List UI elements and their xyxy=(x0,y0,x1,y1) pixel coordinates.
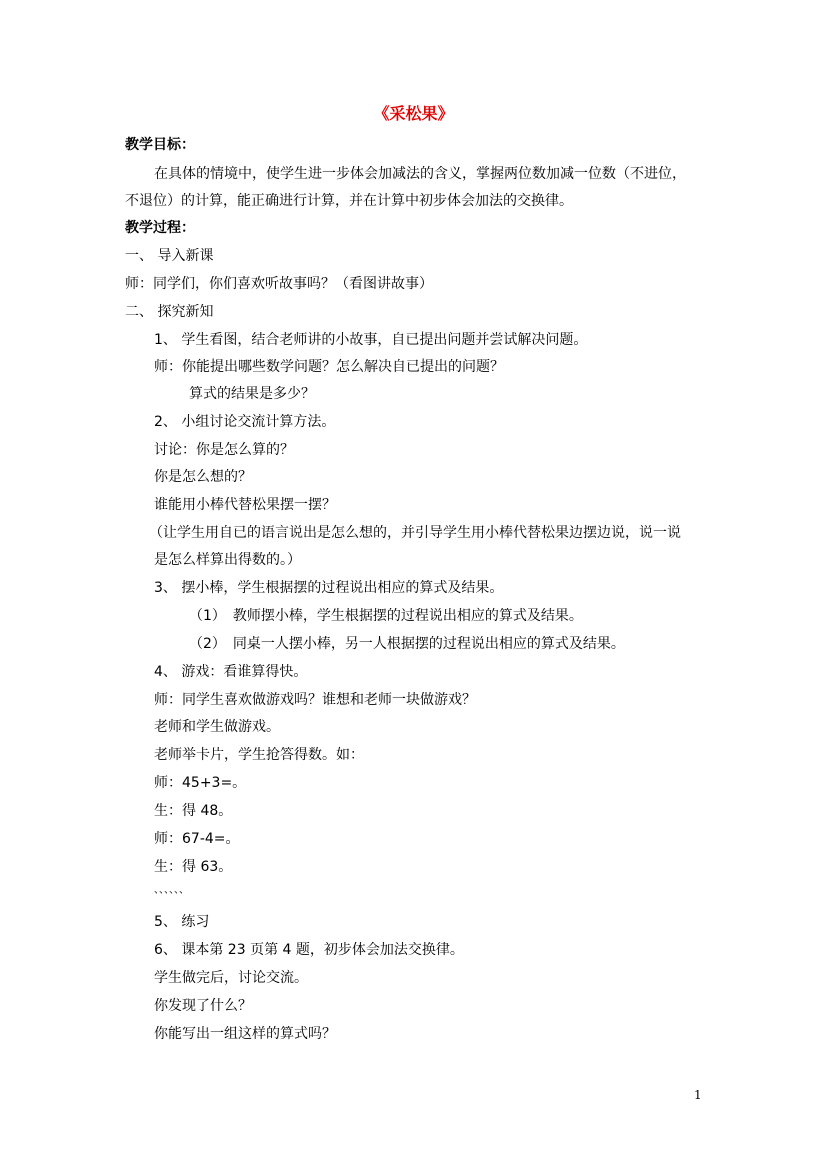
text-line: 1、 学生看图，结合老师讲的小故事，自已提出问题并尝试解决问题。 xyxy=(154,332,588,348)
text-line: 5、 练习 xyxy=(154,914,210,930)
text-line: 2、 小组讨论交流计算方法。 xyxy=(154,414,336,430)
goal-text-line-1: 在具体的情境中，使学生进一步体会加减法的含义，掌握两位数加减一位数（不进位， xyxy=(154,166,686,182)
goal-heading: 教学目标： xyxy=(125,137,195,153)
text-line: 师：同学们，你们喜欢听故事吗？（看图讲故事） xyxy=(125,276,433,292)
text-line: 讨论：你是怎么算的？ xyxy=(154,442,294,458)
text-line: 老师举卡片，学生抢答得数。如： xyxy=(154,747,364,763)
text-line: 你是怎么想的？ xyxy=(154,469,252,485)
text-line: 生：得 48。 xyxy=(154,803,233,819)
text-line: 、、、、、、 xyxy=(154,885,189,896)
section-intro-heading: 一、 导入新课 xyxy=(125,248,214,264)
section-explore-heading: 二、 探究新知 xyxy=(125,304,214,320)
text-line: 生：得 63。 xyxy=(154,859,233,875)
text-line: 是怎么样算出得数的。） xyxy=(154,552,301,568)
text-line: 4、 游戏：看谁算得快。 xyxy=(154,664,308,680)
text-line: 谁能用小棒代替松果摆一摆？ xyxy=(154,497,336,513)
text-line: 6、 课本第 23 页第 4 题，初步体会加法交换律。 xyxy=(154,942,464,958)
text-line: 师：45+3=。 xyxy=(154,775,247,791)
text-line: （1） 教师摆小棒，学生根据摆的过程说出相应的算式及结果。 xyxy=(189,608,583,624)
text-line: 老师和学生做游戏。 xyxy=(154,719,280,735)
text-line: 你发现了什么？ xyxy=(154,998,252,1014)
text-line: 3、 摆小棒，学生根据摆的过程说出相应的算式及结果。 xyxy=(154,580,504,596)
text-line: 师：你能提出哪些数学问题？怎么解决自已提出的问题？ xyxy=(154,359,504,375)
text-line: 学生做完后，讨论交流。 xyxy=(154,970,308,986)
text-line: 你能写出一组这样的算式吗？ xyxy=(154,1026,336,1042)
page-number: 1 xyxy=(694,1088,702,1102)
process-heading: 教学过程： xyxy=(125,220,195,236)
text-line: （让学生用自已的语言说出是怎么想的，并引导学生用小棒代替松果边摆边说，说一说 xyxy=(149,525,681,541)
text-line: （2） 同桌一人摆小棒，另一人根据摆的过程说出相应的算式及结果。 xyxy=(189,636,625,652)
text-line: 师：67-4=。 xyxy=(154,831,240,847)
document-title: 《采松果》 xyxy=(373,104,454,123)
goal-text-line-2: 不退位）的计算，能正确进行计算，并在计算中初步体会加法的交换律。 xyxy=(125,193,573,209)
text-line: 师：同学生喜欢做游戏吗？谁想和老师一块做游戏？ xyxy=(154,692,476,708)
text-line: 算式的结果是多少？ xyxy=(189,386,315,402)
